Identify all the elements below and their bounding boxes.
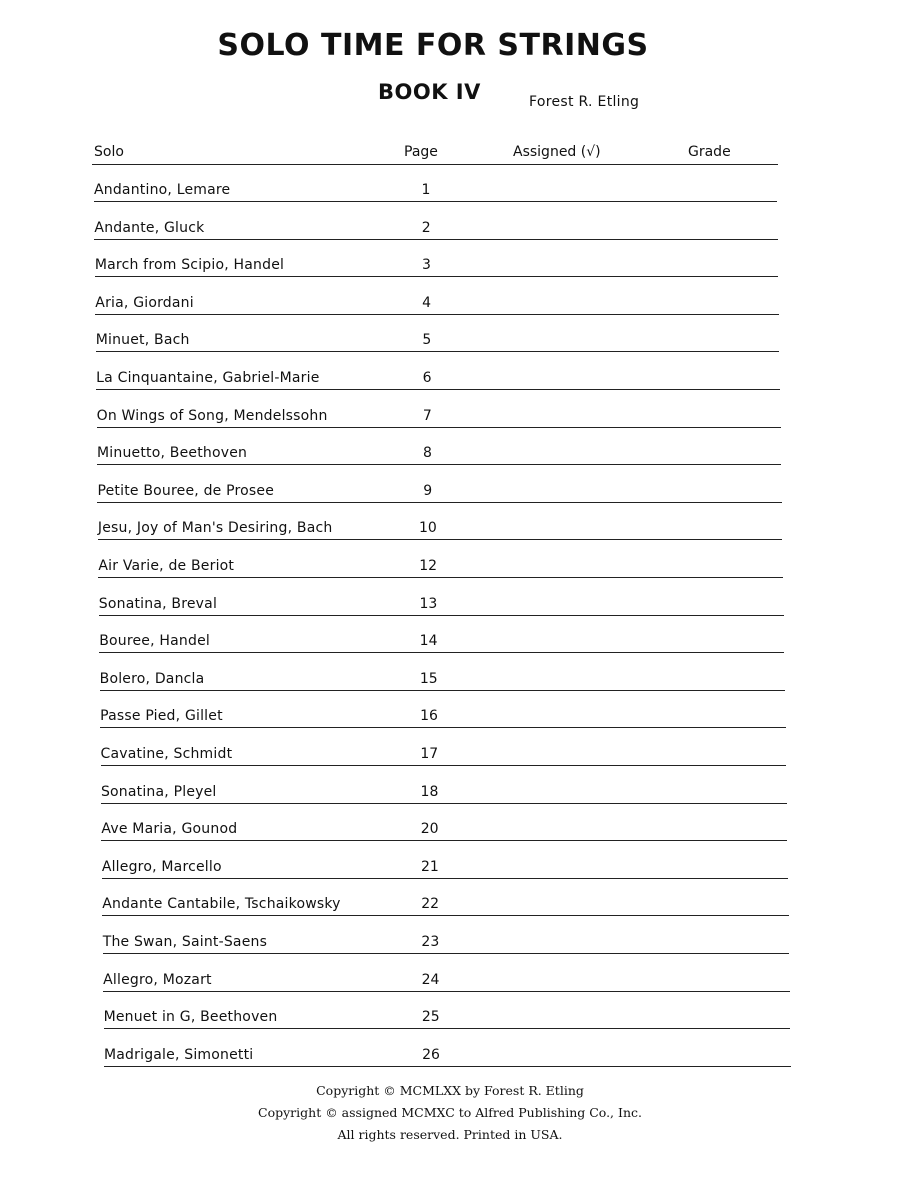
- column-header-page: Page: [404, 144, 438, 160]
- page-number: 8: [423, 445, 432, 462]
- solo-title: Passe Pied, Gillet: [100, 708, 223, 725]
- page-number: 16: [420, 708, 438, 725]
- page-number: 5: [422, 332, 432, 349]
- page-number: 9: [423, 482, 433, 499]
- table-row: [101, 821, 787, 857]
- table-row: [100, 708, 785, 744]
- row-underline: [103, 991, 790, 992]
- solo-title: Allegro, Marcello: [101, 858, 222, 875]
- copyright-line-2: Copyright © assigned MCMXC to Alfred Publishing Co., Inc.: [258, 1105, 642, 1120]
- page-number: 21: [420, 858, 439, 875]
- copyright-line-1: Copyright © MCMLXX by Forest R. Etling: [316, 1083, 584, 1098]
- table-row: [102, 896, 788, 932]
- page-number: 7: [422, 407, 432, 424]
- solo-title: Minuetto, Beethoven: [97, 445, 248, 462]
- row-underline: [100, 727, 785, 728]
- row-underline: [97, 427, 781, 428]
- row-underline: [102, 915, 788, 916]
- page-number: 15: [419, 670, 438, 687]
- table-row: [96, 370, 780, 406]
- page-number: 26: [422, 1046, 440, 1063]
- table-row: [103, 934, 789, 970]
- table-row: [101, 746, 787, 782]
- solo-title: Air Varie, de Beriot: [98, 558, 235, 574]
- page-number: 13: [419, 595, 438, 612]
- page-number: 18: [420, 783, 439, 800]
- table-row: [102, 859, 788, 895]
- solo-title: Sonatina, Pleyel: [100, 783, 217, 800]
- solo-title: Menuet in G, Beethoven: [103, 1009, 278, 1026]
- solo-title: Jesu, Joy of Man's Desiring, Bach: [97, 520, 333, 537]
- column-header-assigned: Assigned (√): [513, 144, 601, 160]
- row-underline: [95, 314, 779, 315]
- column-header-grade: Grade: [688, 144, 731, 160]
- table-row: [99, 596, 784, 632]
- row-underline: [97, 464, 781, 465]
- solo-title: Bolero, Dancla: [99, 670, 205, 687]
- page-number: 2: [421, 219, 431, 236]
- row-underline: [96, 351, 780, 352]
- table-row: [98, 520, 783, 556]
- page-number: 17: [420, 746, 439, 762]
- row-underline: [99, 615, 784, 616]
- row-underline: [101, 803, 787, 804]
- header-divider: [92, 164, 778, 165]
- table-row: [100, 671, 785, 707]
- table-row: [97, 483, 781, 519]
- page-number: 6: [422, 370, 432, 386]
- page-number: 24: [421, 971, 440, 988]
- table-row: [97, 445, 781, 481]
- row-underline: [104, 1028, 791, 1029]
- solo-title: Sonatina, Breval: [98, 595, 218, 612]
- solo-title: Madrigale, Simonetti: [104, 1046, 254, 1063]
- book-subtitle: BOOK IV: [378, 80, 481, 104]
- page-number: 22: [421, 896, 440, 913]
- row-underline: [99, 652, 784, 653]
- row-underline: [95, 276, 778, 277]
- solo-title: Andante Cantabile, Tschaikowsky: [102, 896, 341, 913]
- table-row: [95, 295, 779, 331]
- row-underline: [96, 389, 780, 390]
- solo-title: Allegro, Mozart: [103, 971, 212, 988]
- page-number: 25: [421, 1009, 440, 1026]
- table-row: [103, 972, 790, 1008]
- table-row: [101, 784, 787, 820]
- page-number: 23: [421, 934, 440, 950]
- solo-title: La Cinquantaine, Gabriel-Marie: [96, 370, 320, 386]
- table-row: [95, 257, 778, 293]
- solo-title: Aria, Giordani: [95, 294, 194, 311]
- row-underline: [101, 840, 787, 841]
- table-row: [97, 408, 781, 444]
- page-number: 4: [422, 294, 432, 311]
- solo-title: On Wings of Song, Mendelssohn: [96, 407, 328, 424]
- copyright-line-3: All rights reserved. Printed in USA.: [337, 1127, 563, 1142]
- solo-title: Cavatine, Schmidt: [100, 746, 233, 762]
- page-title: SOLO TIME FOR STRINGS: [217, 28, 649, 63]
- row-underline: [94, 201, 777, 202]
- author-name: Forest R. Etling: [529, 94, 640, 110]
- row-underline: [104, 1066, 791, 1067]
- row-underline: [98, 539, 783, 540]
- table-row: [94, 220, 777, 256]
- page-number: 14: [419, 633, 438, 650]
- table-row: [94, 182, 777, 218]
- page-number: 10: [419, 520, 437, 537]
- row-underline: [103, 953, 789, 954]
- solo-title: Andante, Gluck: [94, 219, 205, 236]
- solo-title: March from Scipio, Handel: [94, 257, 285, 274]
- page-number: 1: [421, 182, 431, 198]
- row-underline: [101, 765, 787, 766]
- page-number: 20: [420, 821, 439, 838]
- solo-title: Minuet, Bach: [95, 332, 190, 349]
- solo-title: Ave Maria, Gounod: [101, 821, 238, 838]
- table-row: [104, 1047, 791, 1083]
- column-header-solo: Solo: [94, 144, 124, 160]
- solo-title: Bouree, Handel: [99, 633, 210, 650]
- row-underline: [102, 878, 788, 879]
- row-underline: [100, 690, 785, 691]
- row-underline: [94, 239, 777, 240]
- page-number: 12: [419, 558, 438, 574]
- table-row: [104, 1009, 791, 1045]
- row-underline: [97, 502, 781, 503]
- solo-title: Andantino, Lemare: [94, 182, 231, 198]
- table-row: [99, 633, 784, 669]
- table-row: [96, 332, 780, 368]
- solo-title: Petite Bouree, de Prosee: [97, 482, 275, 499]
- page-number: 3: [421, 257, 431, 274]
- row-underline: [98, 577, 783, 578]
- table-row: [98, 558, 783, 594]
- solo-title: The Swan, Saint-Saens: [102, 934, 268, 950]
